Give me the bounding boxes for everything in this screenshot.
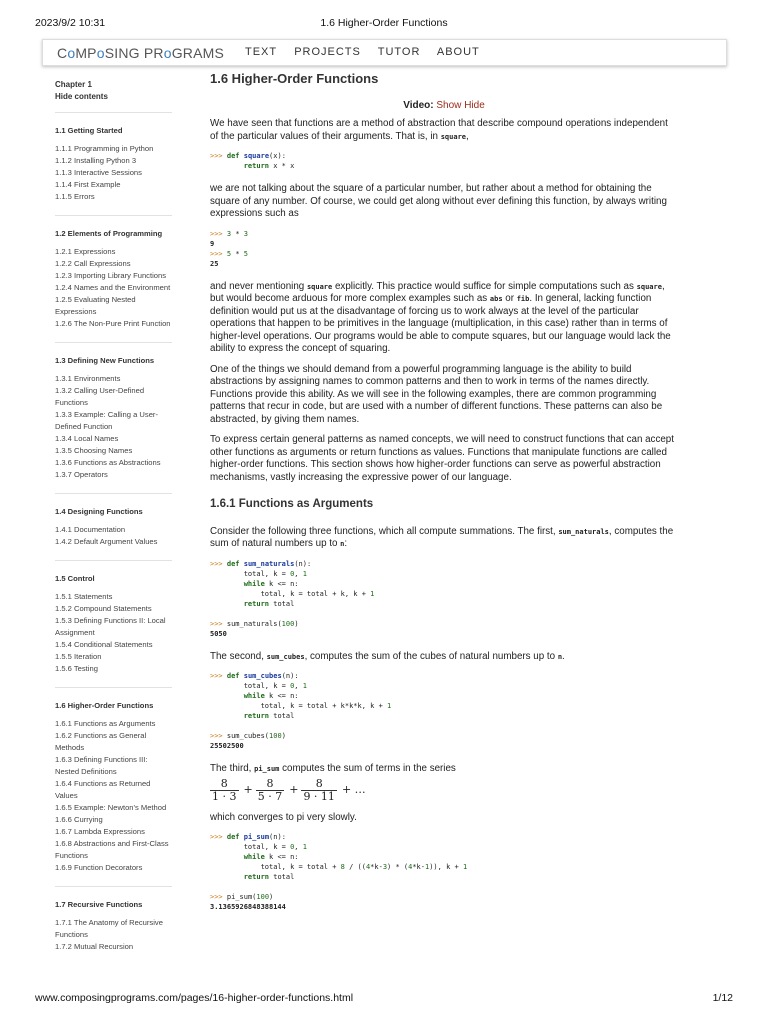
toc-section-title[interactable]: 1.2 Elements of Programming	[55, 229, 163, 238]
code-text: *k-	[412, 863, 425, 871]
page-title: 1.6 Higher-Order Functions	[210, 71, 379, 86]
toc-link[interactable]: 1.2.5 Evaluating Nested Expressions	[55, 295, 136, 316]
prompt: >>>	[210, 672, 223, 680]
toc-link[interactable]: 1.6.4 Functions as Returned Values	[55, 779, 151, 800]
code-text: total	[269, 599, 295, 608]
code-text: total, k = total +	[260, 863, 341, 871]
toc-link[interactable]: 1.1.1 Programming in Python	[55, 144, 154, 153]
code-text: ) * (	[387, 863, 409, 871]
code-text: (n):	[269, 833, 286, 841]
toc-link[interactable]: 1.6.7 Lambda Expressions	[55, 827, 145, 836]
code-text: total, k = total + k, k +	[260, 589, 371, 598]
text: The third,	[210, 763, 255, 774]
output: 5050	[210, 629, 227, 638]
keyword: while	[243, 692, 265, 700]
inline-code: sum_cubes	[266, 652, 305, 661]
number: 3	[226, 229, 232, 238]
code-text: ,	[294, 569, 303, 578]
code-text: total, k = total + k*k*k, k +	[260, 702, 388, 710]
toc-section	[55, 112, 172, 215]
text: :	[344, 538, 348, 549]
site-logo[interactable]	[57, 45, 224, 61]
logo-text-4: GRAMS	[171, 45, 225, 61]
number: 5	[243, 249, 248, 258]
operator: *	[235, 249, 240, 258]
number: 100	[269, 732, 282, 740]
video-label: Video:	[403, 99, 434, 111]
keyword: return	[243, 162, 270, 170]
toc-section-title[interactable]: 1.6 Higher-Order Functions	[55, 701, 154, 710]
toc-link[interactable]: 1.3.2 Calling User-Defined Functions	[55, 386, 145, 407]
output: 25502500	[210, 742, 244, 750]
keyword: def	[226, 672, 240, 680]
toc-link[interactable]: 1.6.1 Functions as Arguments	[55, 719, 156, 728]
text: explicitly. This practice would suffice for simple computations such as	[332, 280, 637, 292]
nav-tutor[interactable]: TUTOR	[377, 46, 421, 58]
prompt: >>>	[210, 152, 223, 160]
code-block-literals	[210, 229, 678, 269]
logo-text-3: SING PR	[104, 45, 164, 61]
code-text: )	[281, 732, 286, 740]
prompt: >>>	[210, 893, 223, 901]
code-block-square	[210, 151, 678, 171]
nav-text[interactable]: TEXT	[245, 46, 278, 58]
code-block-pi-sum	[210, 832, 678, 912]
code-text: total	[269, 873, 295, 881]
prompt: >>>	[210, 559, 223, 568]
article	[210, 73, 678, 924]
paragraph-3	[210, 281, 678, 356]
toc-link[interactable]: 1.3.3 Example: Calling a User-Defined Function	[55, 410, 158, 431]
denominator: 5 · 7	[257, 790, 283, 803]
logo-dot-icon: o	[67, 45, 76, 61]
fraction	[256, 778, 285, 804]
toc-link[interactable]: 1.6.5 Example: Newton's Method	[55, 803, 167, 812]
code-text: (x):	[269, 152, 286, 160]
toc-section-title[interactable]: 1.1 Getting Started	[55, 126, 123, 135]
code-text: )), k +	[429, 863, 463, 871]
number: 1	[387, 702, 392, 710]
pi-series-formula	[210, 778, 678, 806]
number: 1	[462, 863, 468, 871]
text: , but would become arduous for more complex examples such as	[210, 280, 665, 304]
video-toggle	[210, 100, 678, 113]
code-text: total, k =	[243, 843, 291, 851]
plus-sign: +	[243, 783, 253, 797]
function-name: sum_naturals	[243, 559, 295, 568]
keyword: return	[243, 599, 270, 608]
code-text: pi_sum(	[226, 893, 257, 901]
keyword: while	[243, 579, 265, 588]
paragraph-7	[210, 651, 678, 664]
toc-link[interactable]: 1.5.5 Iteration	[55, 652, 102, 661]
code-text: k <= n:	[264, 579, 299, 588]
plus-sign: +	[289, 783, 299, 797]
text: . In general, lacking function definition would put us at the disadvantage of forcing us to work always at the level of the particular operations that happen to be primitives in the language (multiplication, in this case) rather than in terms of higher-level operations. Our programs would be able to compute squares, but our language would lack the ability to express the concept of squaring.	[210, 293, 671, 354]
code-text: total	[269, 712, 295, 720]
print-datetime: 2023/9/2 10:31	[35, 17, 106, 29]
toc-link[interactable]: 1.6.2 Functions as General Methods	[55, 731, 147, 752]
toc-section	[55, 493, 172, 560]
number: 0	[290, 569, 295, 578]
inline-code: sum_naturals	[558, 527, 609, 536]
number: 100	[281, 619, 295, 628]
number: 1	[302, 682, 307, 690]
output: 9	[210, 239, 215, 248]
code-block-sum-cubes	[210, 671, 678, 751]
prompt: >>>	[210, 229, 223, 238]
number: 1	[302, 569, 307, 578]
toc-link[interactable]: 1.2.1 Expressions	[55, 247, 116, 256]
toc-link[interactable]: 1.1.5 Errors	[55, 192, 95, 201]
inline-code: n	[340, 540, 345, 548]
number: 0	[290, 843, 295, 851]
print-url: www.composingprograms.com/pages/16-higher-order-functions.html	[35, 992, 354, 1004]
text: and never mentioning	[210, 280, 307, 292]
toc-section-title[interactable]: 1.3 Defining New Functions	[55, 356, 155, 365]
toc-link[interactable]: 1.1.3 Interactive Sessions	[55, 168, 142, 177]
output: 3.1365926848388144	[210, 903, 286, 911]
text: Consider the following three functions, which all compute summations. The first,	[210, 525, 559, 537]
toc-link[interactable]: 1.3.5 Choosing Names	[55, 446, 133, 455]
ellipsis: + …	[341, 783, 366, 797]
toc-section	[55, 687, 172, 886]
paragraph-8	[210, 763, 678, 776]
text: or	[502, 293, 517, 304]
denominator: 1 · 3	[212, 790, 237, 803]
operator: *	[235, 229, 240, 238]
prompt: >>>	[210, 732, 223, 740]
toc-link[interactable]: 1.5.6 Testing	[55, 664, 98, 673]
code-text: sum_cubes(	[226, 732, 270, 740]
toc-link[interactable]: 1.6.6 Currying	[55, 815, 103, 824]
text: We have seen that functions are a method of abstraction that describe compound operations independent of the particular values of their arguments. That is, in	[210, 118, 668, 142]
prompt: >>>	[210, 833, 223, 841]
text: .	[562, 650, 565, 662]
paragraph-intro	[210, 118, 678, 143]
video-hide-link[interactable]: Hide	[464, 99, 485, 111]
code-text: )	[294, 619, 299, 628]
toc-link[interactable]: 1.3.1 Environments	[55, 374, 121, 383]
toc-link[interactable]: 1.7.2 Mutual Recursion	[55, 942, 134, 951]
code-text: k <= n:	[264, 692, 299, 700]
nav-about[interactable]: ABOUT	[436, 46, 480, 58]
code-text: / ((	[344, 863, 366, 871]
paragraph-4: One of the things we should demand from a powerful programming language is the ability to build abstractions by assigning names to common patterns and then to work in terms of the names directly. Functions provide this ability. As we will see in the following examples, there are common programming patterns that recur in code, but are used with a number of different functions. These patterns can also be abstracted, by giving them names.	[210, 363, 663, 425]
text: computes the sum of terms in the series	[279, 763, 456, 774]
number: 3	[382, 863, 388, 871]
toc-section-title[interactable]: 1.7 Recursive Functions	[55, 900, 143, 909]
toc-link[interactable]: 1.2.2 Call Expressions	[55, 259, 131, 268]
logo-dot-icon: o	[163, 45, 172, 61]
number: 0	[290, 682, 295, 690]
code-text: )	[269, 893, 274, 901]
toc-link[interactable]: 1.7.1 The Anatomy of Recursive Functions	[55, 918, 163, 939]
text: ,	[466, 130, 469, 142]
keyword: return	[243, 873, 270, 881]
text: , computes the sum of natural numbers up to	[210, 525, 674, 549]
code-block-sum-naturals	[210, 559, 678, 639]
code-text: total, k =	[243, 682, 291, 690]
paragraph-6	[210, 526, 678, 551]
code-text: x * x	[273, 162, 295, 170]
hide-contents-link[interactable]: Hide contents	[55, 92, 108, 101]
toc-link[interactable]: 1.3.4 Local Names	[55, 434, 119, 443]
toc-link[interactable]: 1.5.3 Defining Functions II: Local Assignment	[55, 616, 166, 637]
keyword: return	[243, 712, 270, 720]
logo-text-2: MP	[75, 45, 97, 61]
toc-link[interactable]: 1.1.2 Installing Python 3	[55, 156, 137, 165]
toc-link[interactable]: 1.3.6 Functions as Abstractions	[55, 458, 161, 467]
function-name: sum_cubes	[243, 672, 282, 680]
fraction	[210, 778, 239, 804]
numerator: 8	[301, 778, 337, 792]
toc-link[interactable]: 1.2.6 The Non-Pure Print Function	[55, 319, 171, 328]
code-text: ,	[294, 682, 303, 690]
paragraph-2: we are not talking about the square of a particular number, but rather about a method for obtaining the square of any number. Of course, we could get along without ever defining this function, by always writing expressions such as	[210, 183, 667, 219]
function-name: square	[243, 152, 270, 160]
toc-link[interactable]: 1.3.7 Operators	[55, 470, 108, 479]
toc-link[interactable]: 1.6.3 Defining Functions III: Nested Definitions	[55, 755, 148, 776]
code-text: sum_naturals(	[226, 619, 282, 628]
keyword: def	[226, 559, 240, 568]
code-text: (n):	[294, 559, 312, 568]
number: 8	[340, 863, 345, 871]
code-text: ,	[294, 843, 303, 851]
toc-sections	[55, 112, 172, 965]
number: 4	[365, 863, 371, 871]
number: 5	[226, 249, 232, 258]
print-page-number: 1/12	[712, 992, 733, 1004]
inline-code: abs	[489, 295, 503, 303]
contents-sidebar	[55, 79, 172, 965]
print-footer	[35, 992, 733, 1006]
numerator: 8	[256, 778, 285, 792]
inline-code: square	[306, 282, 333, 291]
inline-code: square	[636, 282, 662, 291]
keyword: while	[243, 853, 265, 861]
number: 1	[370, 589, 375, 598]
keyword: def	[226, 833, 240, 841]
toc-link[interactable]: 1.2.3 Importing Library Functions	[55, 271, 167, 280]
toc-link[interactable]: 1.5.2 Compound Statements	[55, 604, 152, 613]
toc-link[interactable]: 1.6.8 Abstractions and First-Class Functions	[55, 839, 169, 860]
toc-section	[55, 560, 172, 687]
keyword: def	[226, 152, 240, 160]
toc-section	[55, 215, 172, 342]
number: 1	[302, 843, 307, 851]
output: 25	[210, 259, 219, 268]
inline-code: pi_sum	[254, 765, 280, 773]
print-title: 1.6 Higher-Order Functions	[320, 17, 448, 29]
video-show-link[interactable]: Show	[436, 99, 462, 111]
function-name: pi_sum	[243, 833, 270, 841]
code-text: k <= n:	[264, 853, 299, 861]
toc-link[interactable]: 1.4.1 Documentation	[55, 525, 126, 534]
logo-text-1: C	[57, 45, 68, 61]
toc-section-title[interactable]: 1.4 Designing Functions	[55, 507, 143, 516]
numerator: 8	[210, 778, 239, 792]
inline-code: square	[440, 132, 467, 141]
toc-link[interactable]: 1.5.1 Statements	[55, 592, 113, 601]
number: 3	[243, 229, 248, 238]
nav-links	[245, 46, 493, 58]
text: The second,	[210, 650, 267, 662]
section-heading: 1.6.1 Functions as Arguments	[210, 498, 374, 510]
number: 4	[408, 863, 413, 871]
number: 100	[256, 893, 270, 901]
logo-dot-icon: o	[96, 45, 105, 61]
inline-code: fib	[516, 295, 530, 303]
text: , computes the sum of the cubes of natural numbers up to	[304, 650, 558, 662]
inline-code: n	[557, 652, 563, 661]
toc-section-title[interactable]: 1.5 Control	[55, 574, 95, 583]
toc-link[interactable]: 1.6.9 Function Decorators	[55, 863, 143, 872]
toc-link[interactable]: 1.2.4 Names and the Environment	[55, 283, 171, 292]
nav-projects[interactable]: PROJECTS	[294, 46, 361, 58]
toc-section	[55, 886, 172, 965]
paragraph-5: To express certain general patterns as named concepts, we will need to construct functions that can accept other functions as arguments or return functions as values. Functions that manipulate functions are called higher-order functions. This section shows how higher-order functions can serve as powerful abstraction mechanisms, vastly increasing the expressive power of our language.	[210, 434, 674, 483]
toc-section	[55, 342, 172, 493]
site-navbar	[42, 39, 727, 66]
fraction	[301, 778, 337, 804]
toc-link[interactable]: 1.4.2 Default Argument Values	[55, 537, 158, 546]
code-text: (n):	[281, 672, 299, 680]
denominator: 9 · 11	[303, 790, 335, 803]
prompt: >>>	[210, 249, 223, 258]
number: 1	[425, 863, 430, 871]
toc-link[interactable]: 1.1.4 First Example	[55, 180, 121, 189]
toc-link[interactable]: 1.5.4 Conditional Statements	[55, 640, 153, 649]
code-text: total, k =	[243, 569, 291, 578]
chapter-heading: Chapter 1	[55, 80, 92, 89]
paragraph-9: which converges to pi very slowly.	[210, 811, 357, 823]
print-header	[35, 17, 733, 31]
code-text: *k-	[370, 863, 383, 871]
prompt: >>>	[210, 619, 223, 628]
